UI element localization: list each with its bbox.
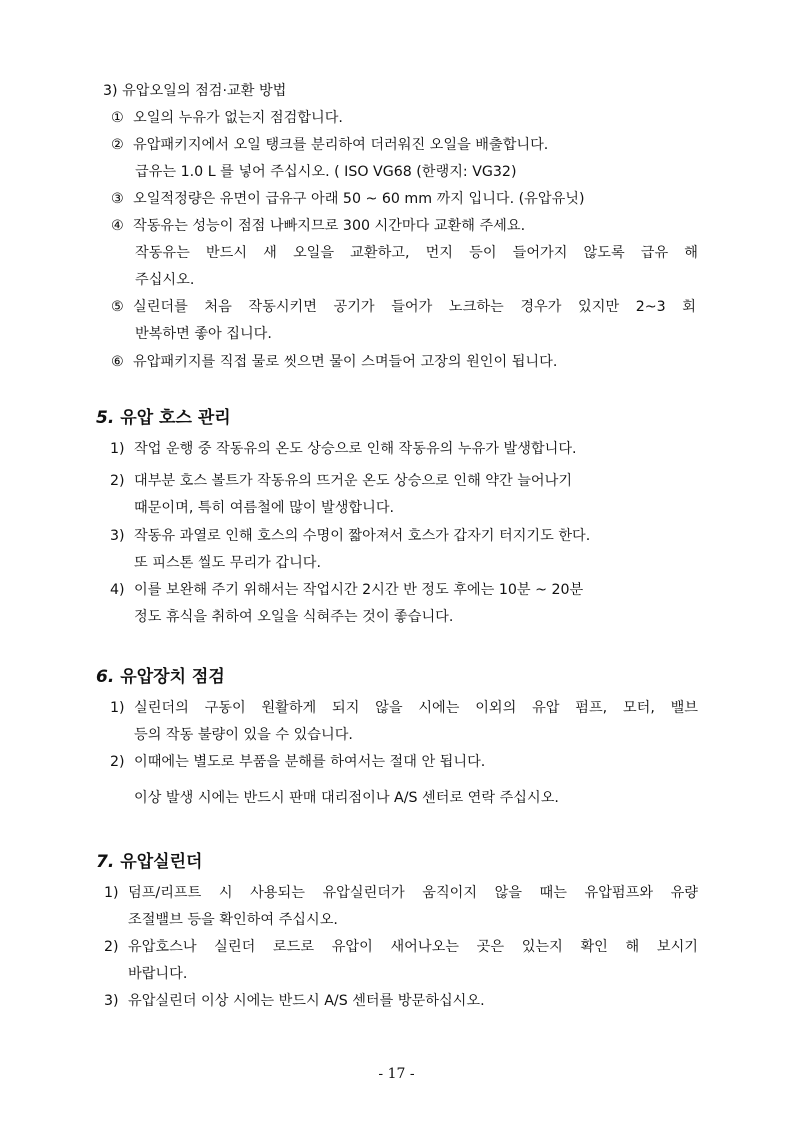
- item-marker: ⑥: [111, 354, 124, 370]
- list-item: [111, 352, 557, 372]
- item-marker: ②: [111, 137, 124, 153]
- item-text-cont: 급유는 1.0 L 를 넣어 주십시오. ( ISO VG68 (한랭지: VG32): [135, 164, 517, 180]
- item-text: 실린더의 구동이 원활하게 되지 않을 시에는 이외의 유압 펌프, 모터, 밸브: [134, 700, 698, 716]
- section-5-heading: [96, 407, 231, 429]
- item-marker: 2): [110, 473, 125, 489]
- item-text: 실린더를 처음 작동시키면 공기가 들어가 노크하는 경우가 있지만 2~3 회: [133, 299, 696, 315]
- item-text: 이를 보완해 주기 위해서는 작업시간 2시간 반 정도 후에는 10분 ~ 20분: [134, 582, 584, 598]
- item-marker: 3): [110, 528, 125, 544]
- item-text: 유압실린더 이상 시에는 반드시 A/S 센터를 방문하십시오.: [128, 993, 485, 1009]
- item-marker: ④: [111, 218, 124, 234]
- item-marker: ①: [111, 110, 124, 126]
- item-marker: 2): [104, 939, 119, 955]
- list-item: [110, 471, 572, 491]
- list-item: [110, 752, 485, 772]
- list-item: [110, 698, 698, 718]
- list-item: [111, 135, 548, 155]
- item-text-cont: 바랍니다.: [128, 966, 188, 982]
- item-text: 작동유 과열로 인해 호스의 수명이 짧아져서 호스가 갑자기 터지기도 한다.: [134, 528, 591, 544]
- item-marker: 3): [104, 993, 119, 1009]
- section-number: 5.: [96, 408, 115, 428]
- item-text-cont: 이상 발생 시에는 반드시 판매 대리점이나 A/S 센터로 연락 주십시오.: [134, 790, 559, 806]
- section-title: 유압장치 점검: [120, 667, 225, 687]
- item-marker: 2): [110, 754, 125, 770]
- item-text: 덤프/리프트 시 사용되는 유압실린더가 움직이지 않을 때는 유압펌프와 유량: [128, 885, 698, 901]
- section-3-title: 3) 유압오일의 점검·교환 방법: [103, 83, 287, 99]
- item-marker: 1): [104, 885, 119, 901]
- item-text-cont: 때문이며, 특히 여름철에 많이 발생합니다.: [134, 500, 395, 516]
- section-7-heading: [96, 851, 202, 873]
- item-text: 유압호스나 실린더 로드로 유압이 새어나오는 곳은 있는지 확인 해 보시기: [128, 939, 698, 955]
- list-item: [104, 991, 485, 1011]
- item-marker: 4): [110, 582, 125, 598]
- item-text-cont: 주십시오.: [135, 272, 195, 288]
- item-text-cont: 반복하면 좋아 집니다.: [135, 326, 272, 342]
- item-text-cont: 또 피스톤 씰도 무리가 갑니다.: [134, 555, 322, 571]
- item-text: 유압패키지를 직접 물로 씻으면 물이 스며들어 고장의 원인이 됩니다.: [133, 354, 558, 370]
- list-item: [104, 937, 698, 957]
- item-text: 오일의 누유가 없는지 점검합니다.: [133, 110, 343, 126]
- item-marker: ③: [111, 191, 124, 207]
- item-marker: 1): [110, 441, 125, 457]
- list-item: [110, 580, 583, 600]
- item-text-cont: 정도 휴식을 취하여 오일을 식혀주는 것이 좋습니다.: [134, 609, 454, 625]
- item-text: 오일적정량은 유면이 급유구 아래 50 ~ 60 mm 까지 입니다. (유압유닛): [133, 191, 585, 207]
- list-item: [111, 108, 343, 128]
- item-text-cont: 등의 작동 불량이 있을 수 있습니다.: [134, 727, 353, 743]
- section-title: 유압 호스 관리: [120, 408, 231, 428]
- item-marker: 1): [110, 700, 125, 716]
- item-text: 유압패키지에서 오일 탱크를 분리하여 더러워진 오일을 배출합니다.: [133, 137, 549, 153]
- item-text-cont: 조절밸브 등을 확인하여 주십시오.: [128, 912, 338, 928]
- list-item: [111, 297, 696, 317]
- section-number: 7.: [96, 852, 115, 872]
- list-item: [111, 216, 525, 236]
- item-marker: ⑤: [111, 299, 124, 315]
- list-item: [110, 526, 590, 546]
- item-text: 대부분 호스 볼트가 작동유의 뜨거운 온도 상승으로 인해 약간 늘어나기: [134, 473, 573, 489]
- page-number: - 17 -: [378, 1066, 415, 1082]
- section-number: 6.: [96, 667, 115, 687]
- list-item: [110, 439, 577, 459]
- item-text: 작동유는 성능이 점점 나빠지므로 300 시간마다 교환해 주세요.: [133, 218, 526, 234]
- item-text-cont: 작동유는 반드시 새 오일을 교환하고, 먼지 등이 들어가지 않도록 급유 해: [135, 245, 698, 261]
- item-text: 이때에는 별도로 부품을 분해를 하여서는 절대 안 됩니다.: [134, 754, 486, 770]
- list-item: [111, 189, 585, 209]
- section-6-heading: [96, 666, 225, 688]
- section-title: 유압실린더: [120, 852, 203, 872]
- list-item: [104, 883, 698, 903]
- item-text: 작업 운행 중 작동유의 온도 상승으로 인해 작동유의 누유가 발생합니다.: [134, 441, 577, 457]
